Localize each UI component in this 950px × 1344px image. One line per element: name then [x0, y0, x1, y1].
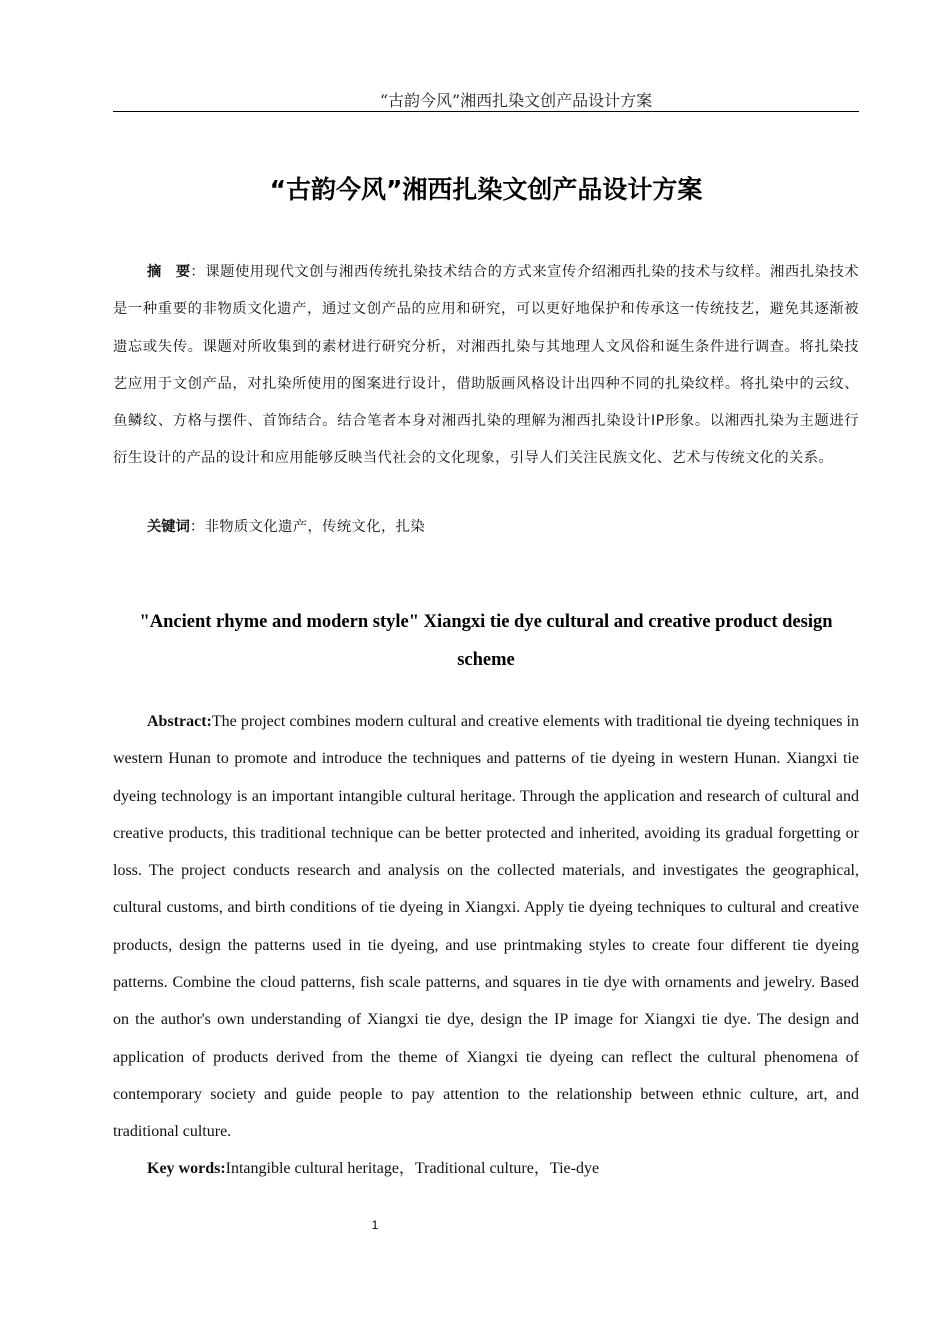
chinese-keywords-text: 非物质文化遗产，传统文化，扎染: [204, 519, 426, 535]
english-keywords: [147, 1154, 859, 1184]
running-header: “古韵今风”湘西扎染文创产品设计方案: [113, 90, 859, 112]
chinese-abstract-label: 摘 要: [147, 264, 191, 280]
chinese-abstract: [113, 254, 859, 478]
english-abstract-text: The project combines modern cultural and creative elements with traditional tie dyeing techniques in western Hunan to promote and introduce the techniques and patterns of tie dyeing in western Hunan. Xiangxi tie dyeing technology is an important intangible cultural heritage. Through the application and research of cultural and creative products, this traditional technique can be better protected and inherited, avoiding its gradual forgetting or loss. The project conducts research and analysis on the collected materials, and investigates the geographical, cultural customs, and birth conditions of tie dyeing in Xiangxi. Apply tie dyeing techniques to cultural and creative products, design the patterns used in tie dyeing, and use printmaking styles to create four different tie dyeing patterns. Combine the cloud patterns, fish scale patterns, and squares in tie dye with ornaments and jewelry. Based on the author's own understanding of Xiangxi tie dye, design the IP image for Xiangxi tie dye. The design and application of products derived from the theme of Xiangxi tie dyeing can reflect the cultural phenomena of contemporary society and guide people to pay attention to the relationship between ethnic culture, art, and traditional culture.: [113, 713, 859, 1141]
chinese-title: “古韵今风”湘西扎染文创产品设计方案: [269, 175, 703, 204]
english-abstract: [113, 703, 859, 1151]
chinese-abstract-colon: ：: [190, 264, 206, 280]
chinese-keywords-colon: ：: [189, 519, 205, 535]
english-abstract-label: Abstract:: [147, 713, 212, 730]
english-keywords-label: Key words:: [147, 1160, 226, 1177]
english-keywords-text: Intangible cultural heritage，Traditional culture，Tie-dye: [225, 1160, 600, 1177]
chinese-abstract-text: 课题使用现代文创与湘西传统扎染技术结合的方式来宣传介绍湘西扎染的技术与纹样。湘西扎染技术是一种重要的非物质文化遗产，通过文创产品的应用和研究，可以更好地保护和传承这一传统技艺，避免其逐渐被遗忘或失传。课题对所收集到的素材进行研究分析，对湘西扎染与其地理人文风俗和诞生条件进行调查。将扎染技艺应用于文创产品，对扎染所使用的图案进行设计，借助版画风格设计出四种不同的扎染纹样。将扎染中的云纹、鱼鳞纹、方格与摆件、首饰结合。结合笔者本身对湘西扎染的理解为湘西扎染设计IP形象。以湘西扎染为主题进行衍生设计的产品的设计和应用能够反映当代社会的文化现象，引导人们关注民族文化、艺术与传统文化的关系。: [113, 264, 859, 467]
english-title: "Ancient rhyme and modern style" Xiangxi tie dye cultural and creative product design scheme: [139, 612, 833, 670]
chinese-keywords: [147, 512, 859, 542]
page-number: 1: [371, 1218, 379, 1232]
chinese-keywords-label: 关键词: [147, 519, 190, 535]
